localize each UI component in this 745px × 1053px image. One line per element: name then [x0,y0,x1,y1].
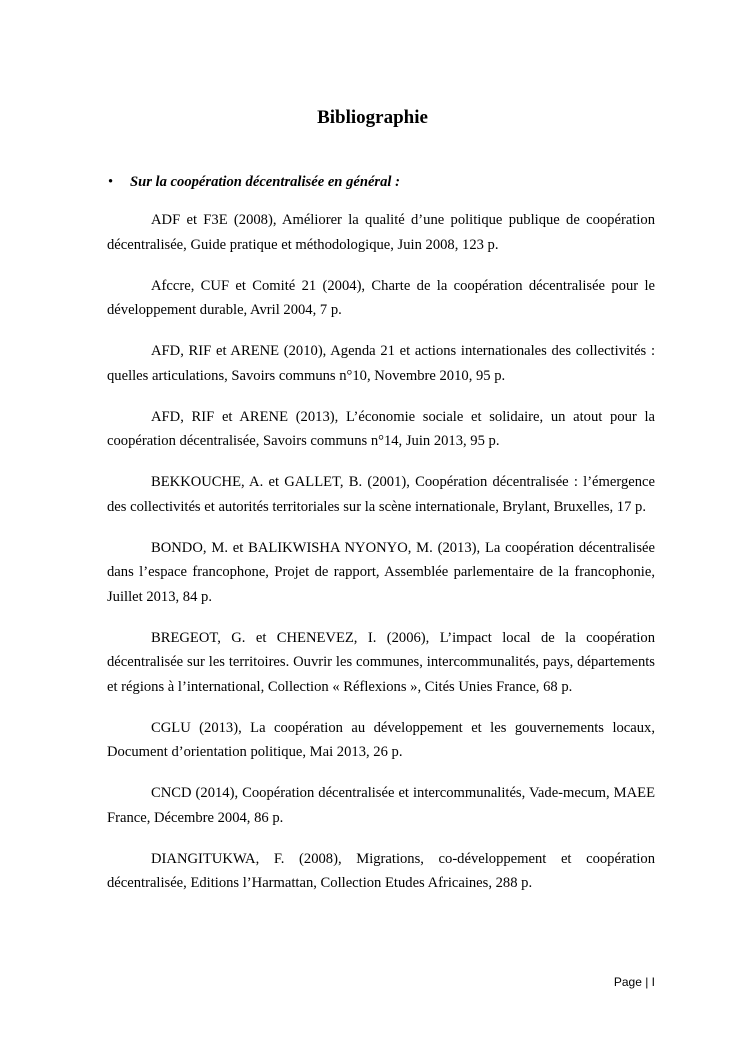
bibliography-entry: BEKKOUCHE, A. et GALLET, B. (2001), Coopération décentralisée : l’émergence des collectivités et autorités territoriales sur la scène internationale, Brylant, Bruxelles, 17 p. [107,474,655,515]
bibliography-entry: CNCD (2014), Coopération décentralisée et intercommunalités, Vade-mecum, MAEE France, Décembre 2004, 86 p. [107,785,655,826]
bibliography-entry: AFD, RIF et ARENE (2013), L’économie sociale et solidaire, un atout pour la coopération décentralisée, Savoirs communs n°14, Juin 2013, 95 p. [107,408,655,449]
bibliography-entry: BONDO, M. et BALIKWISHA NYONYO, M. (2013), La coopération décentralisée dans l’espace francophone, Projet de rapport, Assemblée parlementaire de la francophonie, Juillet 2013, 84 p. [107,539,655,605]
bibliography-entry: AFD, RIF et ARENE (2010), Agenda 21 et actions internationales des collectivités : quelles articulations, Savoirs communs n°10, Novembre 2010, 95 p. [107,343,655,384]
section-heading-text: Sur la coopération décentralisée en général : [130,174,400,190]
bibliography-list [107,208,655,912]
page-title: Bibliographie [317,107,428,128]
section-heading [108,172,400,192]
bibliography-entry: DIANGITUKWA, F. (2008), Migrations, co-développement et coopération décentralisée, Editions l’Harmattan, Collection Etudes Africaines, 288 p. [107,850,655,891]
bibliography-entry: ADF et F3E (2008), Améliorer la qualité d’une politique publique de coopération décentralisée, Guide pratique et méthodologique, Juin 2008, 123 p. [107,212,655,253]
bibliography-entry: Afccre, CUF et Comité 21 (2004), Charte de la coopération décentralisée pour le développement durable, Avril 2004, 7 p. [107,277,655,318]
bullet-icon: • [108,174,114,190]
page-footer: Page | I [613,975,655,989]
bibliography-entry: CGLU (2013), La coopération au développement et les gouvernements locaux, Document d’orientation politique, Mai 2013, 26 p. [107,719,655,760]
bibliography-entry: BREGEOT, G. et CHENEVEZ, I. (2006), L’impact local de la coopération décentralisée sur les territoires. Ouvrir les communes, intercommunalités, pays, départements et régions à l’international, Collection « Réflexions », Cités Unies France, 68 p. [107,629,655,695]
